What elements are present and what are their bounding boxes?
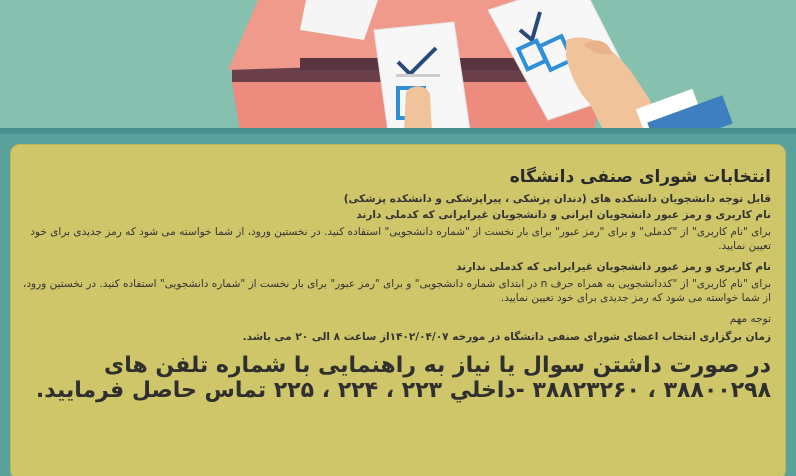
section2-text: برای "نام کاربری" از "کددانشجویی به همراه حرف n در ابتدای شماره دانشجویی" و برای "رمز عبور" برای بار نخست از "شماره دانشجویی" استفاده کنید. در نخستین ورود، از شما خواسته می شود که رمز جدیدی برای خود تعیین نمایید. — [22, 278, 771, 304]
contact-info: در صورت داشتن سوال یا نیاز به راهنمایی با شماره تلفن های ۳۸۸۰۰۲۹۸ ، ۳۸۸۲۳۲۶۰ -داخلي ۲۲۳ ، ۲۲۴ ، ۲۲۵ تماس حاصل فرمایید. — [35, 353, 771, 403]
content-area — [0, 134, 796, 476]
important-note: توجه مهم — [729, 313, 771, 325]
ballot-box-icon — [0, 0, 796, 132]
election-schedule: زمان برگزاری انتخاب اعضای شورای صنفی دانشگاه در مورخه ۱۴۰۲/۰۴/۰۷از ساعت ۸ الی ۲۰ می باشد. — [242, 331, 771, 343]
announcement-panel — [10, 144, 786, 476]
section1-text: برای "نام کاربری" از "کدملی" و برای "رمز عبور" برای بار نخست از "شماره دانشجویی" استفاده کنید. در نخستین ورود، از شما خواسته می شود که رمز جدیدی برای خود تعیین نمایید. — [30, 226, 771, 252]
section1-heading: نام کاربری و رمز عبور دانشجویان ایرانی و دانشجویان غیرایرانی که کدملی دارند — [356, 209, 771, 221]
audience-notice: قابل توجه دانشجویان دانشکده های (دندان پزشکی ، پیراپزشکی و دانشکده پزشکی) — [343, 193, 771, 205]
page-title: انتخابات شورای صنفی دانشگاه — [509, 167, 771, 187]
election-banner — [0, 0, 796, 132]
section2-heading: نام کاربری و رمز عبور دانشجویان غیرایرانی که کدملی ندارند — [456, 261, 771, 273]
